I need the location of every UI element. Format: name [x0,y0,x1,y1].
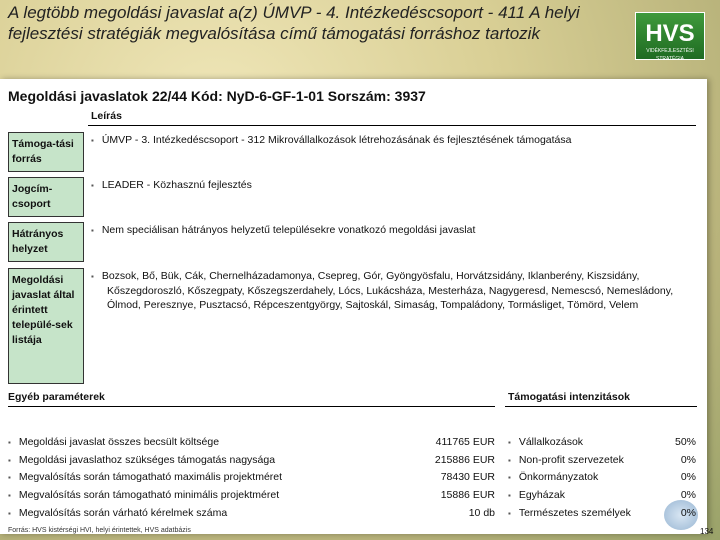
intensity-label: ▪ Önkormányzatok [508,469,631,487]
page-number: 134 [700,527,714,536]
param-label: ▪ Megvalósítás során várható kérelmek száma [8,505,282,523]
param-label: ▪ Megoldási javaslat összes becsült költsége [8,434,282,452]
intensity-value: 50% [674,436,696,448]
label-funding-source: Támoga-tási forrás [8,132,84,172]
label-title-group: Jogcím-csoport [8,177,84,217]
param-value: 78430 EUR [440,471,495,484]
params-list [8,434,282,523]
intensity-value: 0% [680,489,696,502]
page-title: Megoldási javaslatok 22/44 Kód: NyD-6-GF-1-01 Sorszám: 3937 [8,88,426,104]
title-group-text: ▪ LEADER - Közhasznú fejlesztés [91,178,691,193]
intensity-label: ▪ Egyházak [508,487,631,505]
label-settlements: Megoldási javaslat által érintett települé-sek listája [8,268,84,384]
logo-text: HVS [645,20,695,47]
logo-subtext: VIDÉKFEJLESZTÉSI STRATÉGIA [646,48,694,62]
divider [505,406,697,407]
params-values [400,434,495,523]
intensity-label: ▪ Természetes személyek [508,505,631,523]
funding-source-text: ▪ ÚMVP - 3. Intézkedéscsoport - 312 Mikrovállalkozások létrehozásának és fejlesztésének támogatása [91,133,691,148]
param-label: ▪ Megoldási javaslathoz szükséges támogatás nagysága [8,452,282,470]
intensity-list [508,434,631,523]
description-header: Leírás [91,110,122,122]
param-value: 15886 EUR [440,489,495,502]
intensity-label: ▪ Vállalkozások [508,434,631,452]
source-note: Forrás: HVS kistérségi HVI, helyi érintettek, HVS adatbázis [8,527,191,534]
param-value: 10 db [468,506,495,519]
intensity-value: 0% [680,471,696,484]
disadvantaged-text: ▪ Nem speciálisan hátrányos helyzetű településekre vonatkozó megoldási javaslat [91,223,691,238]
settlements-text: ▪ Bozsok, Bő, Bük, Cák, Chernelházadamonya, Csepreg, Gór, Gyöngyösfalu, Horvátzsidány, Iklanberény, Kiszsidány, Kőszegdoroszló, Kőszegpaty, Kőszegszerdahely, Lócs, Lukácsháza, Mesterháza, Nagygeresd, Nemescsó, Nemesládony, Ólmod, Peresznye, Pusztacsó, Répceszentgyörgy, Sajtoskál, Simaság, Tompaládony, Tormásliget, Tömörd, Velem [91,269,691,312]
intensity-value: 0% [680,506,696,519]
hvs-logo [635,12,705,60]
intensity-label: ▪ Non-profit szervezetek [508,452,631,470]
param-value: 215886 EUR [434,453,495,466]
label-disadvantaged: Hátrányos helyzet [8,222,84,262]
intensity-title: Támogatási intenzitások [508,391,630,403]
param-label: ▪ Megvalósítás során támogatható minimális projektméret [8,487,282,505]
intensity-values [650,434,696,523]
intensity-value: 0% [680,453,696,466]
param-value: 411765 EUR [435,436,495,448]
param-label: ▪ Megvalósítás során támogatható maximális projektméret [8,469,282,487]
params-title: Egyéb paraméterek [8,391,105,403]
divider [88,125,696,126]
divider [8,406,495,407]
slide-title: A legtöbb megoldási javaslat a(z) ÚMVP - 4. Intézkedéscsoport - 411 A helyi fejlesztési stratégiák megvalósítása című támogatási forráshoz tartozik [8,3,580,43]
